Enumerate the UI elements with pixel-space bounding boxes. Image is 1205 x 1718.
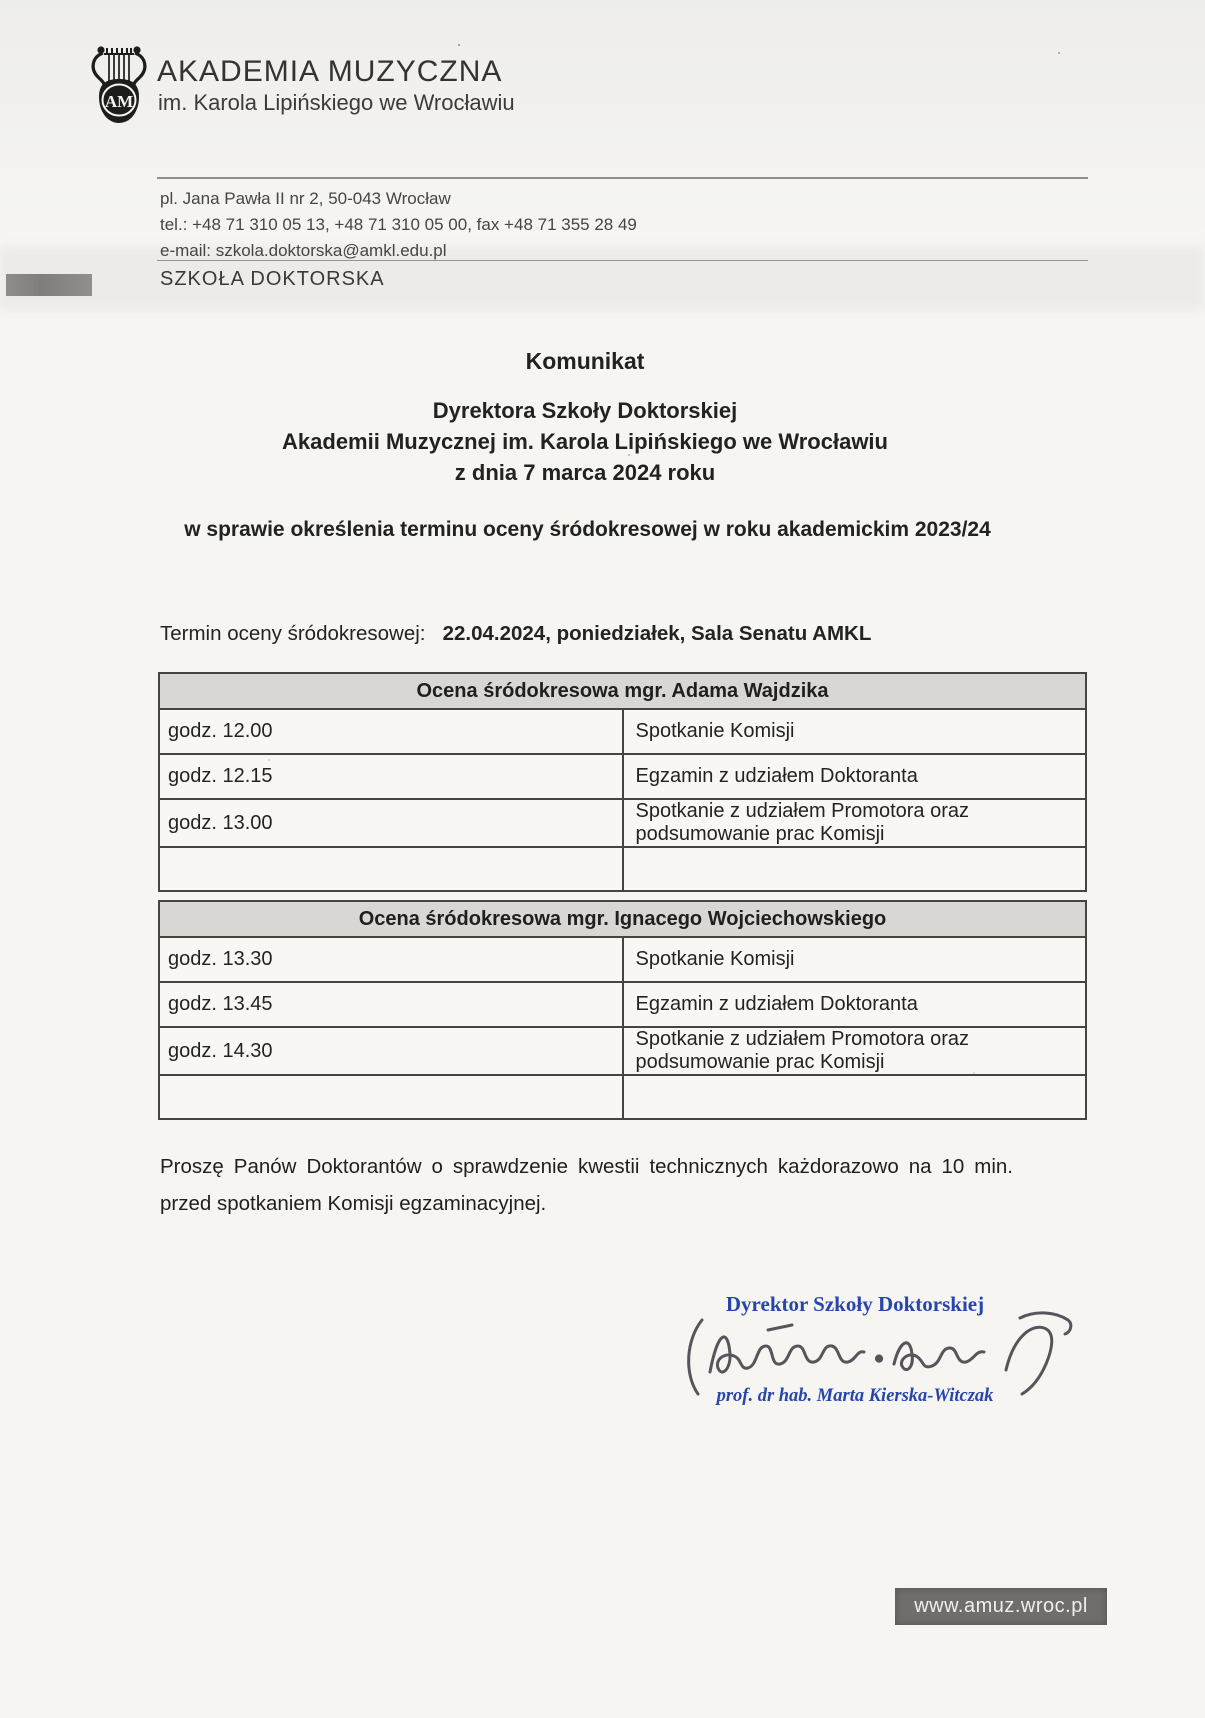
document-title-block [0, 348, 1170, 488]
term-value: 22.04.2024, poniedziałek, Sala Senatu AMKL [442, 622, 872, 645]
letterhead-divider-bottom [157, 260, 1088, 261]
document-subject: w sprawie określenia terminu oceny śródokresowej w roku akademickim 2023/24 [184, 518, 991, 541]
schedule-tables [158, 672, 1087, 1128]
note-paragraph: Proszę Panów Doktorantów o sprawdzenie kwestii technicznych każdorazowo na 10 min. przed spotkaniem Komisji egzaminacyjnej. [160, 1155, 1013, 1215]
academy-name: AKADEMIA MUZYCZNA [157, 55, 503, 88]
time-cell: godz. 13.00 [159, 799, 623, 847]
table-row [159, 709, 1086, 754]
activity-cell: Spotkanie Komisji [623, 937, 1087, 982]
activity-cell: Spotkanie Komisji [623, 709, 1087, 754]
time-cell: godz. 13.45 [159, 982, 623, 1027]
letterhead-divider-top [157, 177, 1088, 179]
signature-title-stamp: Dyrektor Szkoły Doktorskiej [725, 1292, 985, 1316]
table-row-empty [159, 847, 1086, 891]
letterhead-address [160, 186, 637, 264]
logo-monogram: AM [104, 92, 134, 111]
website-url: www.amuz.wroc.pl [914, 1595, 1088, 1617]
time-cell: godz. 13.30 [159, 937, 623, 982]
activity-cell [623, 847, 1087, 891]
activity-cell: Spotkanie z udziałem Promotora oraz podsumowanie prac Komisji [623, 1027, 1087, 1075]
academy-subtitle: im. Karola Lipińskiego we Wrocławiu [158, 90, 515, 115]
address-email: e-mail: szkola.doktorska@amkl.edu.pl [160, 241, 447, 260]
department-name: SZKOŁA DOKTORSKA [160, 268, 385, 290]
activity-cell: Egzamin z udziałem Doktoranta [623, 754, 1087, 799]
table-row [159, 1027, 1086, 1075]
scan-specks [458, 44, 460, 46]
time-cell: godz. 14.30 [159, 1027, 623, 1075]
document-title: Komunikat [525, 348, 645, 374]
time-cell [159, 847, 623, 891]
activity-cell: Egzamin z udziałem Doktoranta [623, 982, 1087, 1027]
time-cell: godz. 12.00 [159, 709, 623, 754]
table-row [159, 982, 1086, 1027]
table-header: Ocena śródokresowa mgr. Ignacego Wojciechowskiego [159, 901, 1086, 937]
department-accent-bar [6, 274, 92, 296]
activity-cell: Spotkanie z udziałem Promotora oraz podsumowanie prac Komisji [623, 799, 1087, 847]
academy-lyre-logo-icon [86, 44, 152, 126]
table-header-row [159, 673, 1086, 709]
table-header-row [159, 901, 1086, 937]
time-cell [159, 1075, 623, 1119]
signature-name-stamp: prof. dr hab. Marta Kierska-Witczak [716, 1386, 994, 1406]
table-row [159, 799, 1086, 847]
table-row [159, 937, 1086, 982]
website-bar [895, 1588, 1107, 1625]
document-subtitle-2: Akademii Muzycznej im. Karola Lipińskiego we Wrocławiu [282, 429, 888, 454]
document-subtitle-1: Dyrektora Szkoły Doktorskiej [432, 398, 738, 423]
address-street: pl. Jana Pawła II nr 2, 50-043 Wrocław [160, 189, 451, 208]
table-row [159, 754, 1086, 799]
address-phone: tel.: +48 71 310 05 13, +48 71 310 05 00, fax +48 71 355 28 49 [160, 215, 637, 234]
document-subtitle-3: z dnia 7 marca 2024 roku [454, 460, 716, 485]
term-line [160, 622, 871, 646]
table-header: Ocena śródokresowa mgr. Adama Wajdzika [159, 673, 1086, 709]
schedule-table-wajdzik [158, 672, 1087, 892]
table-row-empty [159, 1075, 1086, 1119]
schedule-table-wojciechowski [158, 900, 1087, 1120]
activity-cell [623, 1075, 1087, 1119]
term-label: Termin oceny śródokresowej: [160, 622, 426, 645]
time-cell: godz. 12.15 [159, 754, 623, 799]
